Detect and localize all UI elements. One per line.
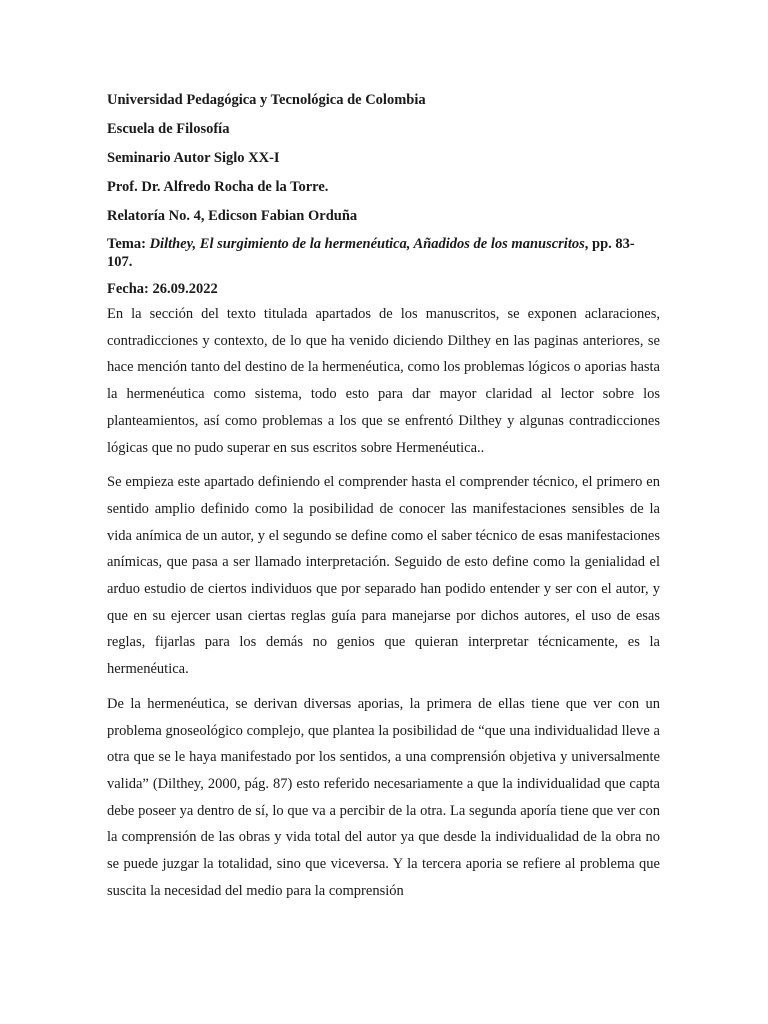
topic-pages: , pp. 83-107.	[107, 236, 635, 270]
body-paragraph-2: Se empieza este apartado definiendo el comprender hasta el comprender técnico, el primero en sentido amplio definido como la posibilidad de conocer las manifestaciones sensibles de la vida anímica de un autor, y el segundo se define como el saber técnico de esas manifestaciones anímicas, que pasa a ser llamado interpretación. Seguido de esto define como la genialidad el arduo estudio de ciertos individuos que por separado han podido entender y ser con el autor, y que en su ejercer usan ciertas reglas guía para manejarse por dichos autores, el uso de esas reglas, fijarlas para los demás no genios que quieran interpretar técnicamente, es la hermenéutica.	[107, 474, 660, 678]
body-paragraph-1: En la sección del texto titulada apartados de los manuscritos, se exponen aclaraciones, contradicciones y contexto, de lo que ha venido diciendo Dilthey en las paginas anteriores, se hace mención tanto del destino de la hermenéutica, como los problemas lógicos o aporias hasta la hermenéutica como sistema, todo esto para dar mayor claridad al lector sobre los planteamientos, así como problemas a los que se enfrentó Dilthey y algunas contradicciones lógicas que no pudo superar en sus escritos sobre Hermenéutica..	[107, 306, 660, 456]
document-page	[107, 90, 660, 912]
school-name: Escuela de Filosofía	[107, 121, 230, 137]
topic-line	[107, 235, 660, 271]
report-title: Relatoría No. 4, Edicson Fabian Orduña	[107, 208, 358, 224]
university-name: Universidad Pedagógica y Tecnológica de Colombia	[107, 92, 426, 108]
body-paragraph-3: De la hermenéutica, se derivan diversas aporias, la primera de ellas tiene que ver con un problema gnoseológico complejo, que plantea la posibilidad de “que una individualidad lleve a otra que se le haya manifestado por los sentidos, a una comprensión objetiva y universalmente valida” (Dilthey, 2000, pág. 87) esto referido necesariamente a que la individualidad que capta debe poseer ya dentro de sí, lo que va a percibir de la otra. La segunda aporía tiene que ver con la comprensión de las obras y vida total del autor ya que desde la individualidad de la obra no se puede juzgar la totalidad, sino que viceversa. Y la tercera aporia se refiere al problema que suscita la necesidad del medio para la comprensión	[107, 695, 660, 899]
seminar-name: Seminario Autor Siglo XX-I	[107, 150, 280, 166]
topic-label: Tema:	[107, 236, 146, 252]
professor-name: Prof. Dr. Alfredo Rocha de la Torre.	[107, 179, 329, 195]
date-line: Fecha: 26.09.2022	[107, 281, 218, 297]
topic-title: Dilthey, El surgimiento de la hermenéutica, Añadidos de los manuscritos	[149, 236, 585, 252]
